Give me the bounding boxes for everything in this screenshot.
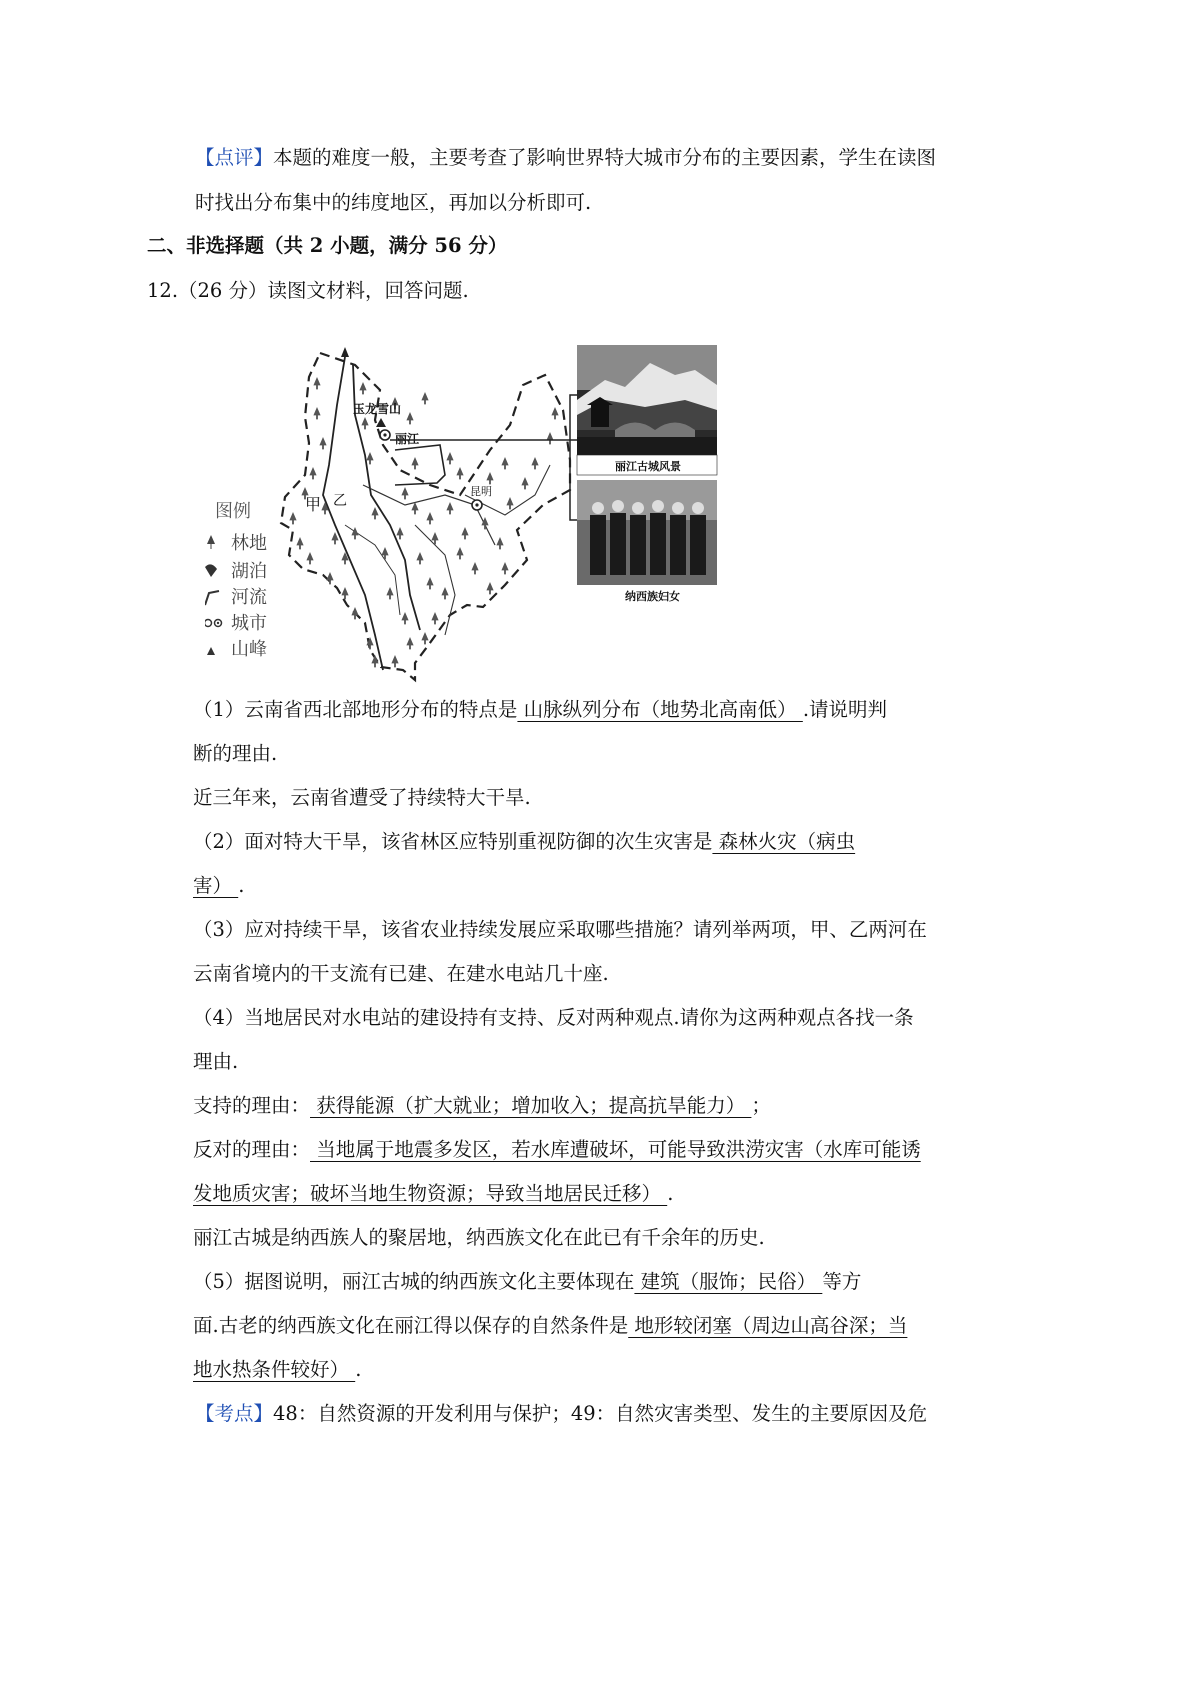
tree-symbol (457, 548, 463, 559)
tree-symbol (462, 528, 468, 539)
legend-river: 河流 (231, 587, 267, 608)
tree-symbol (342, 588, 348, 599)
tree-symbol (372, 508, 378, 519)
legend-river-symbol (205, 591, 219, 605)
tree-symbol (402, 488, 408, 499)
review-tag: 【点评】 (195, 146, 274, 169)
yulong-peak-marker (376, 418, 386, 427)
q4-line-2: 理由. (193, 1050, 239, 1073)
tree-symbol (372, 656, 378, 667)
tree-symbol (310, 468, 316, 479)
section-heading: 二、非选择题（共 2 小题，满分 56 分） (147, 234, 508, 257)
tree-symbol (507, 498, 513, 509)
tree-symbol (327, 573, 333, 584)
legend-city-symbol (205, 620, 222, 627)
tree-symbol (422, 393, 428, 404)
tree-symbol (552, 408, 558, 419)
tree-symbol (387, 588, 393, 599)
photo-lijiang-scenery (577, 345, 717, 475)
oppose-reason-line-2: 发地质灾害；破坏当地生物资源；导致当地居民迁移） . (193, 1182, 674, 1205)
label-kunming: 昆明 (470, 485, 492, 498)
tree-symbol (417, 553, 423, 564)
q1-line-1: （1）云南省西北部地形分布的特点是 山脉纵列分布（地势北高南低） .请说明判 (193, 698, 888, 721)
river-6 (345, 525, 400, 615)
tree-symbol (447, 453, 453, 464)
tree-symbol (407, 638, 413, 649)
legend-title: 图例 (215, 501, 251, 522)
tree-symbol (547, 433, 553, 444)
tree-symbol (502, 563, 508, 574)
q5-answer-2b: 地水热条件较好） (193, 1358, 356, 1381)
q2-line-2: 害） . (193, 874, 245, 897)
legend-lake: 湖泊 (231, 561, 267, 582)
legend-city: 城市 (231, 613, 267, 634)
tree-symbol (367, 453, 373, 464)
label-lijiang: 丽江 (395, 432, 420, 446)
support-answer: 获得能源（扩大就业；增加收入；提高抗旱能力） (310, 1094, 752, 1117)
tree-symbol (352, 608, 358, 619)
photo-caption-1: 丽江古城风景 (615, 460, 681, 473)
photo-naxi-women (577, 480, 717, 605)
yunnan-map-figure (205, 345, 785, 727)
tree-symbol (407, 413, 413, 424)
tree-symbol (497, 538, 503, 549)
question-number-line: 12.（26 分）读图文材料，回答问题. (147, 279, 469, 302)
tree-symbol (397, 528, 403, 539)
tree-symbol (402, 613, 408, 624)
oppose-answer-part-1: 当地属于地震多发区，若水库遭破坏，可能导致洪涝灾害（水库可能诱 (310, 1138, 921, 1161)
tree-symbol (314, 378, 320, 389)
q2-answer-part-1: 森林火灾（病虫 (712, 830, 856, 853)
north-arrow (341, 347, 349, 357)
tree-symbol (362, 418, 368, 429)
tree-symbol (320, 438, 326, 449)
tree-symbol (297, 538, 303, 549)
tree-symbol (332, 533, 338, 544)
q1-line-2: 断的理由. (193, 742, 278, 765)
q5-answer-1: 建筑（服饰；民俗） (634, 1270, 823, 1293)
tree-symbol (307, 553, 313, 564)
q5-line-3: 地水热条件较好） . (193, 1358, 362, 1381)
label-jia: 甲 (305, 495, 322, 514)
kaodian-line: 【考点】48：自然资源的开发利用与保护；49：自然灾害类型、发生的主要原因及危 (195, 1402, 928, 1425)
q5-line-1: （5）据图说明，丽江古城的纳西族文化主要体现在 建筑（服饰；民俗） 等方 (193, 1270, 862, 1293)
tree-symbol (412, 458, 418, 469)
legend-lake-symbol (205, 564, 217, 577)
legend-peak: 山峰 (231, 639, 267, 660)
tree-symbol (522, 478, 528, 489)
review-line-1: 【点评】本题的难度一般，主要考查了影响世界特大城市分布的主要因素，学生在读图 (195, 146, 937, 169)
tree-symbol (532, 458, 538, 469)
material-2: 丽江古城是纳西族人的聚居地，纳西族文化在此已有千余年的历史. (193, 1226, 765, 1249)
q3-line-1: （3）应对持续干旱，该省农业持续发展应采取哪些措施？请列举两项，甲、乙两河在 (193, 918, 927, 941)
tree-symbol (502, 458, 508, 469)
legend-peak-symbol (207, 647, 215, 655)
tree-symbol (422, 633, 428, 644)
label-yulong: 玉龙雪山 (353, 402, 402, 416)
tree-symbol (427, 513, 433, 524)
legend-forest-symbol (207, 535, 215, 549)
tree-symbol (412, 503, 418, 514)
tree-symbol (392, 656, 398, 667)
q5-answer-2a: 地形较闭塞（周边山高谷深；当 (628, 1314, 908, 1337)
material-1: 近三年来，云南省遭受了持续特大干旱. (193, 786, 531, 809)
oppose-reason-line-1: 反对的理由： 当地属于地震多发区，若水库遭破坏，可能导致洪涝灾害（水库可能诱 (193, 1138, 921, 1161)
legend-forest: 林地 (231, 533, 267, 554)
tree-symbol (457, 468, 463, 479)
tree-symbol (447, 503, 453, 514)
photo-caption-2: 纳西族妇女 (625, 590, 680, 603)
q2-line-1: （2）面对特大干旱，该省林区应特别重视防御的次生灾害是 森林火灾（病虫 (193, 830, 856, 853)
photo-bracket (570, 395, 577, 520)
tree-symbol (442, 588, 448, 599)
tree-symbol (472, 563, 478, 574)
q1-answer: 山脉纵列分布（地势北高南低） (517, 698, 803, 721)
label-yi: 乙 (333, 493, 347, 509)
tree-symbol (487, 583, 493, 594)
tree-symbol (487, 473, 493, 484)
tree-symbol (352, 528, 358, 539)
kaodian-tag: 【考点】 (195, 1402, 274, 1425)
tree-symbol (290, 513, 296, 524)
tree-symbol (432, 613, 438, 624)
tree-symbol (314, 408, 320, 419)
tree-symbol (427, 578, 433, 589)
q4-line-1: （4）当地居民对水电站的建设持有支持、反对两种观点.请你为这两种观点各找一条 (193, 1006, 914, 1029)
support-reason-line: 支持的理由： 获得能源（扩大就业；增加收入；提高抗旱能力） ； (193, 1094, 771, 1117)
oppose-answer-part-2: 发地质灾害；破坏当地生物资源；导致当地居民迁移） (193, 1182, 668, 1205)
review-line-2: 时找出分布集中的纬度地区，再加以分析即可. (195, 191, 592, 214)
q3-line-2: 云南省境内的干支流有已建、在建水电站几十座. (193, 962, 609, 985)
forest-symbols (290, 378, 558, 667)
q5-line-2: 面.古老的纳西族文化在丽江得以保存的自然条件是 地形较闭塞（周边山高谷深；当 (193, 1314, 908, 1337)
tree-symbol (360, 383, 366, 394)
q2-answer-part-2: 害） (193, 874, 239, 897)
